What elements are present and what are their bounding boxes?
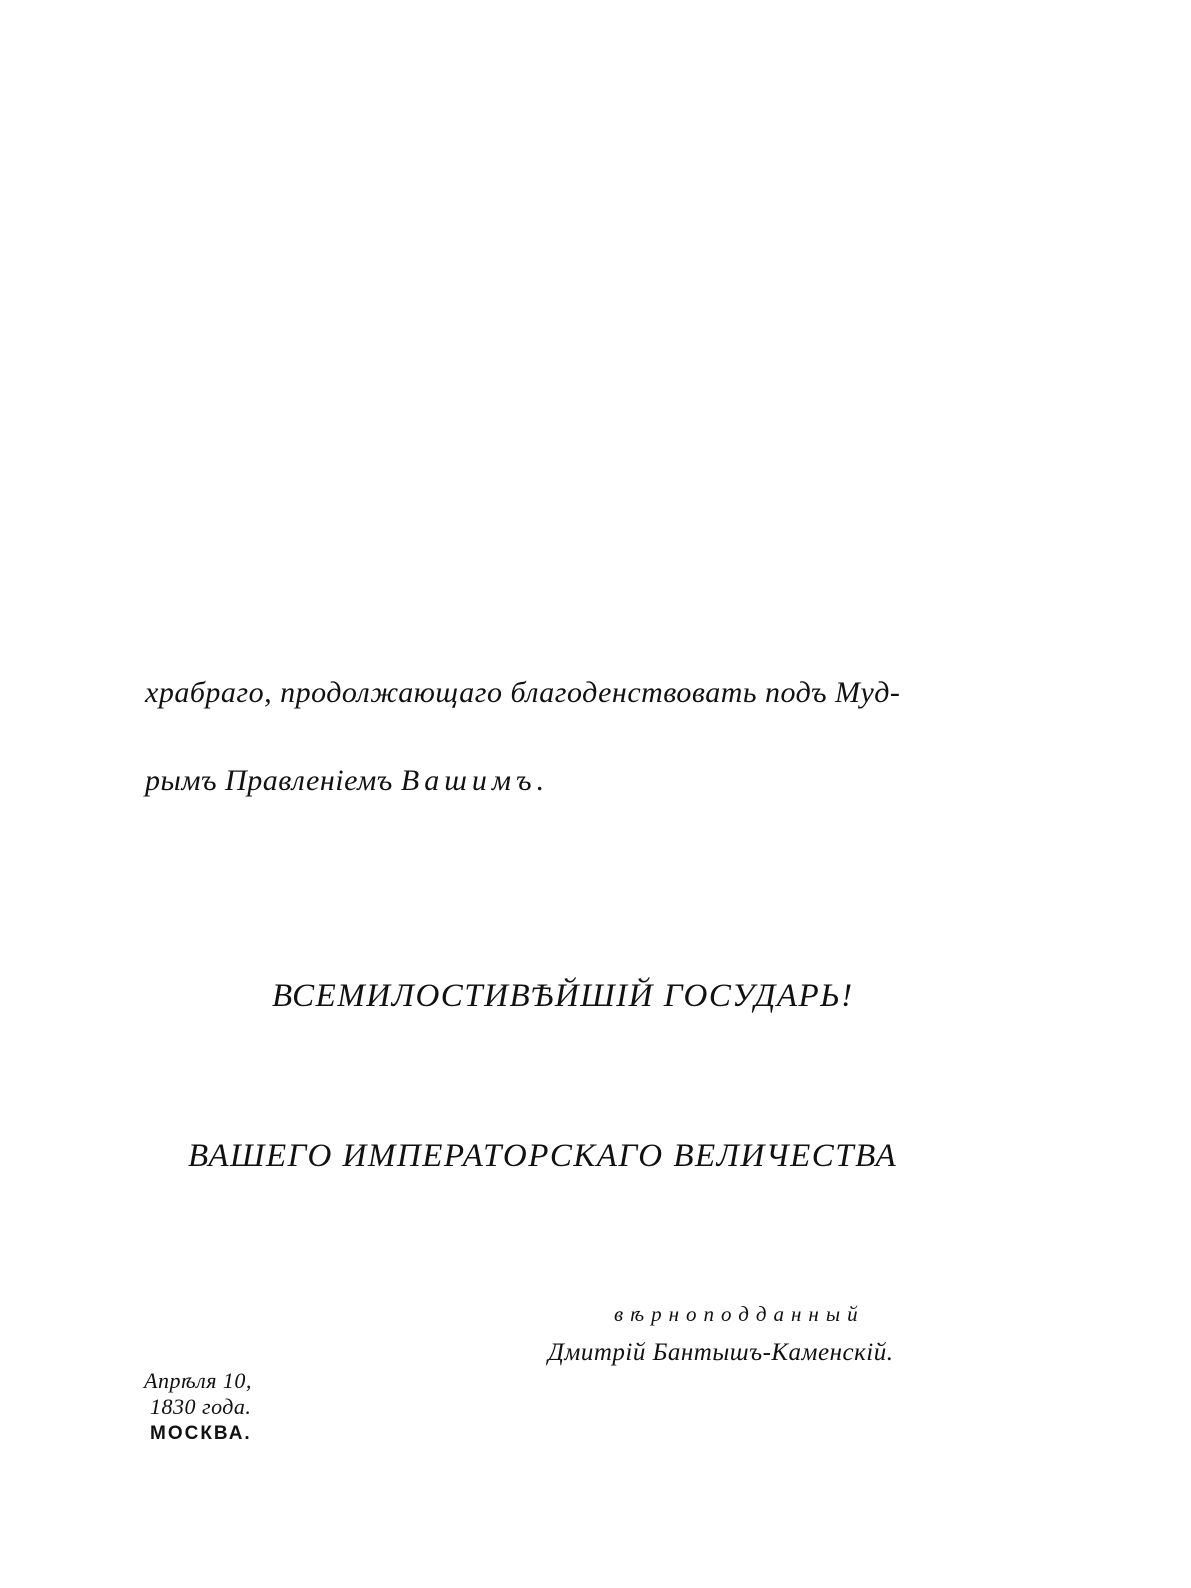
body-text-line-2-start: рымъ Правленіемъ <box>145 764 401 797</box>
signature-title: вѣрноподданный <box>614 1302 865 1326</box>
body-text-line-1: храбраго, продолжающаго благоденствовать подъ Муд- <box>145 676 901 709</box>
dateline-date: Апрѣля 10, <box>144 1368 252 1393</box>
body-text-line-2-spaced: Вашимъ. <box>400 764 550 797</box>
dateline-city: МОСКВА. <box>150 1423 252 1444</box>
majesty-heading: ВАШЕГО ИМПЕРАТОРСКАГО ВЕЛИЧЕСТВА <box>188 1138 898 1174</box>
body-text-line-2 <box>145 764 549 798</box>
dateline-year: 1830 года. <box>150 1394 252 1419</box>
signature-name: Дмитрій Бантышъ-Каменскій. <box>548 1339 894 1366</box>
salutation-heading: ВСЕМИЛОСТИВѢЙШІЙ ГОСУДАРЬ! <box>272 978 854 1014</box>
